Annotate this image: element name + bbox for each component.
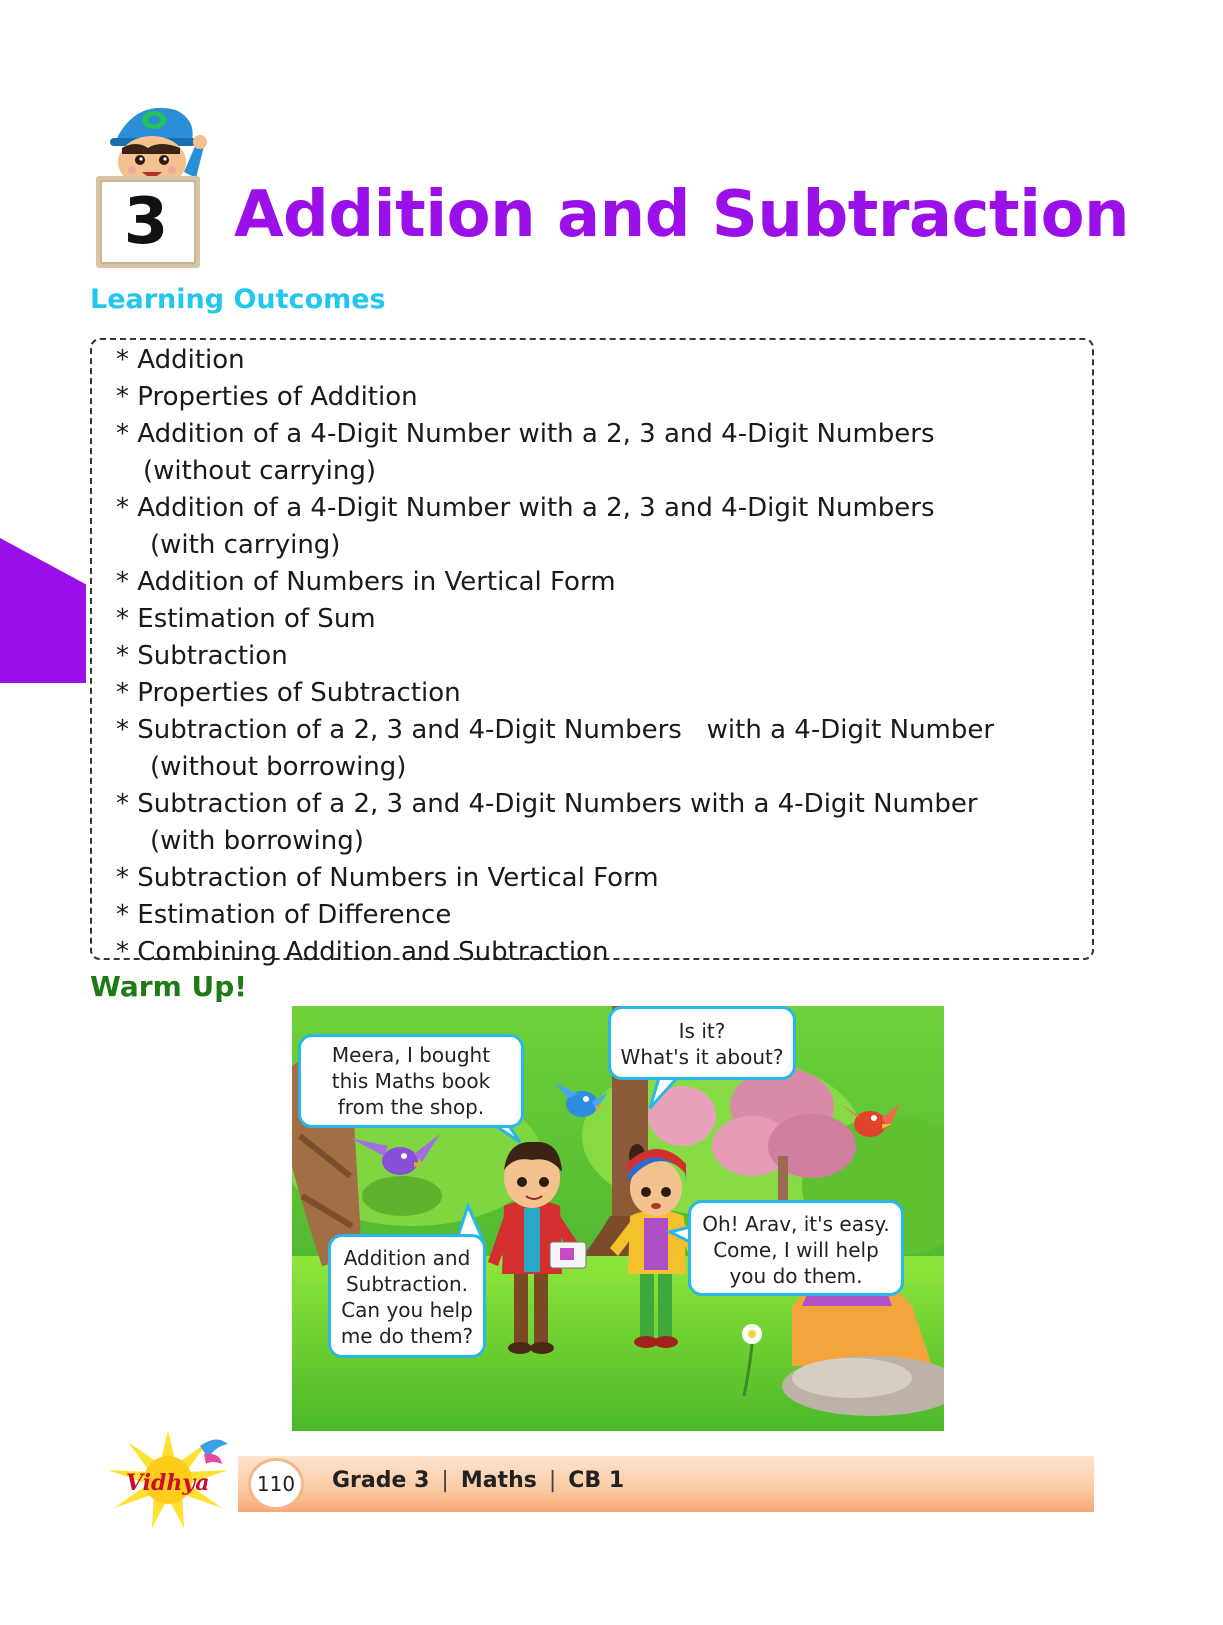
outcome-item: * Combining Addition and Subtraction — [116, 937, 609, 967]
speech-bubble-arav-1: Meera, I bought this Maths book from the shop. — [298, 1034, 524, 1128]
outcome-item: * Addition — [116, 345, 245, 375]
footer-grade: Grade 3 — [332, 1468, 430, 1493]
learning-outcomes-list — [116, 342, 994, 971]
footer-separator: | — [548, 1468, 557, 1493]
footer-book: CB 1 — [568, 1468, 625, 1493]
outcome-item: * Addition of a 4-Digit Number with a 2, 3 and 4-Digit Numbers — [116, 493, 935, 523]
brand-logo-text: Vidhya — [126, 1470, 210, 1496]
learning-outcomes-box — [90, 338, 1094, 967]
outcome-item: * Subtraction of Numbers in Vertical Form — [116, 863, 659, 893]
outcome-item-continuation: (with borrowing) — [150, 826, 364, 856]
footer-book-info — [332, 1468, 624, 1493]
footer-separator: | — [441, 1468, 449, 1493]
warm-up-heading: Warm Up! — [90, 970, 248, 1003]
outcome-item: * Subtraction of a 2, 3 and 4-Digit Numbers with a 4-Digit Number — [116, 715, 995, 745]
speech-bubble-meera-2: Oh! Arav, it's easy. Come, I will help you do them. — [688, 1200, 904, 1296]
footer-subject: Maths — [460, 1468, 537, 1493]
outcome-item: * Properties of Subtraction — [116, 678, 461, 708]
page-number: 110 — [248, 1458, 304, 1510]
outcome-item: * Subtraction — [116, 641, 288, 671]
outcome-item-continuation: (without borrowing) — [150, 752, 407, 782]
outcome-item-continuation: (with carrying) — [150, 530, 341, 560]
outcome-item: * Subtraction of a 2, 3 and 4-Digit Numbers with a 4-Digit Number — [116, 789, 978, 819]
learning-outcomes-heading: Learning Outcomes — [90, 284, 386, 315]
outcome-item: * Addition of a 4-Digit Number with a 2, 3 and 4-Digit Numbers — [116, 419, 935, 449]
outcome-item: * Properties of Addition — [116, 382, 418, 412]
chapter-number: 3 — [123, 185, 169, 259]
outcome-item: * Estimation of Sum — [116, 604, 376, 634]
outcome-item: * Addition of Numbers in Vertical Form — [116, 567, 616, 597]
warm-up-scene — [292, 1006, 944, 1431]
purple-side-tab — [0, 538, 86, 683]
outcome-item-continuation: (without carrying) — [143, 456, 377, 486]
chapter-title: Addition and Subtraction — [234, 178, 1130, 252]
speech-bubble-meera-1: Is it? What's it about? — [608, 1006, 796, 1080]
outcome-item: * Estimation of Difference — [116, 900, 452, 930]
speech-bubble-arav-2: Addition and Subtraction. Can you help me do them? — [328, 1234, 486, 1358]
